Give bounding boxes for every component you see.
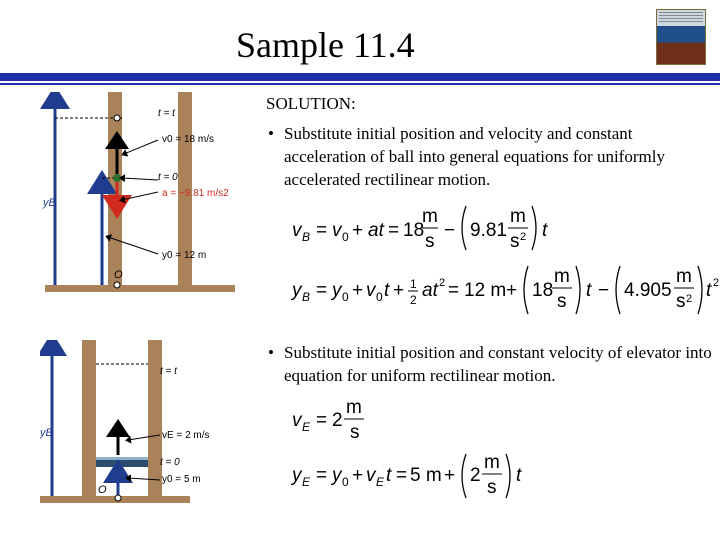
svg-text:4.905: 4.905 bbox=[624, 280, 672, 301]
svg-text:+: + bbox=[506, 280, 518, 301]
svg-text:=: = bbox=[316, 280, 328, 301]
svg-text:2: 2 bbox=[713, 277, 720, 289]
svg-text:5 m: 5 m bbox=[410, 465, 442, 486]
svg-text:t: t bbox=[706, 280, 712, 301]
svg-text:+: + bbox=[352, 280, 364, 301]
svg-text:m: m bbox=[484, 452, 500, 473]
label-y0: y0 = 5 m bbox=[162, 474, 201, 485]
svg-text:E: E bbox=[376, 475, 385, 489]
label-O: O bbox=[98, 484, 107, 496]
svg-text:m: m bbox=[510, 206, 526, 227]
svg-text:s: s bbox=[557, 291, 567, 312]
label-t-0: t = 0 bbox=[160, 457, 180, 468]
svg-text:2: 2 bbox=[686, 293, 693, 305]
svg-text:9.81: 9.81 bbox=[470, 220, 507, 241]
svg-text:18: 18 bbox=[403, 220, 425, 241]
bullet-marker: • bbox=[268, 124, 274, 143]
svg-text:m: m bbox=[676, 266, 692, 287]
bullet-marker: • bbox=[268, 343, 274, 362]
slide-title: Sample 11.4 bbox=[236, 25, 415, 65]
svg-text:m: m bbox=[554, 266, 570, 287]
svg-text:0: 0 bbox=[342, 475, 349, 489]
label-y0: y0 = 12 m bbox=[162, 250, 207, 261]
svg-text:t: t bbox=[384, 280, 390, 301]
svg-text:v: v bbox=[366, 280, 376, 301]
book-cover-title-lines bbox=[659, 12, 703, 24]
book-cover-thumbnail bbox=[656, 9, 706, 65]
title-accent-line bbox=[0, 83, 720, 85]
svg-text:at: at bbox=[368, 220, 384, 241]
label-yB: yB bbox=[43, 197, 56, 209]
equation-yB bbox=[288, 262, 720, 320]
svg-text:v: v bbox=[366, 465, 376, 486]
svg-text:=: = bbox=[448, 280, 460, 301]
svg-text:+: + bbox=[393, 280, 405, 301]
solution-heading: SOLUTION: bbox=[266, 94, 356, 113]
svg-text:s: s bbox=[487, 477, 497, 498]
svg-text:+: + bbox=[352, 220, 364, 241]
svg-text:v: v bbox=[332, 220, 342, 241]
svg-text:t: t bbox=[586, 280, 592, 301]
svg-text:−: − bbox=[444, 220, 456, 241]
svg-text:2: 2 bbox=[332, 410, 343, 431]
svg-text:−: − bbox=[598, 280, 610, 301]
label-v0: v0 = 18 m/s bbox=[162, 134, 214, 145]
svg-text:y: y bbox=[292, 465, 302, 486]
svg-text:1: 1 bbox=[410, 277, 417, 291]
svg-text:18: 18 bbox=[532, 280, 554, 301]
shaft-wall-right bbox=[148, 340, 162, 498]
ball-shaft-figure bbox=[40, 92, 280, 307]
svg-text:2: 2 bbox=[520, 231, 527, 243]
svg-text:v: v bbox=[292, 410, 302, 431]
svg-text:y: y bbox=[292, 280, 302, 301]
label-vE: vE = 2 m/s bbox=[162, 430, 210, 441]
equation-vE bbox=[288, 396, 388, 446]
bullet-ball-text: Substitute initial position and velocity and constant acceleration of ball into general equations for uniformly accelerated rectilinear motion. bbox=[284, 124, 665, 189]
svg-text:0: 0 bbox=[376, 290, 383, 304]
svg-text:t: t bbox=[386, 465, 392, 486]
equation-vB bbox=[288, 200, 558, 258]
label-t-t: t = t bbox=[158, 108, 175, 119]
svg-text:2: 2 bbox=[410, 293, 417, 307]
svg-text:=: = bbox=[388, 220, 400, 241]
svg-text:B: B bbox=[302, 290, 311, 304]
svg-text:0: 0 bbox=[342, 230, 349, 244]
label-t-t: t = t bbox=[160, 366, 177, 377]
svg-text:s: s bbox=[425, 231, 435, 252]
svg-text:2: 2 bbox=[470, 465, 481, 486]
bullet-elevator-text: Substitute initial position and constant velocity of elevator into equation for uniform rectilinear motion. bbox=[284, 343, 712, 385]
svg-text:t: t bbox=[542, 220, 548, 241]
ball bbox=[113, 174, 121, 182]
bullet-ball bbox=[268, 122, 704, 191]
svg-text:m: m bbox=[422, 206, 438, 227]
label-O: O bbox=[114, 269, 123, 281]
svg-text:m: m bbox=[346, 397, 362, 418]
svg-text:s: s bbox=[510, 231, 520, 252]
svg-text:0: 0 bbox=[342, 290, 349, 304]
svg-text:y: y bbox=[332, 465, 342, 486]
svg-text:s: s bbox=[676, 291, 686, 312]
label-yE: yE bbox=[40, 427, 53, 439]
shaft-wall-left bbox=[82, 340, 96, 498]
svg-text:s: s bbox=[350, 422, 360, 443]
svg-text:12 m: 12 m bbox=[464, 280, 507, 301]
svg-text:y: y bbox=[332, 280, 342, 301]
title-accent-bar bbox=[0, 73, 720, 81]
equation-yE bbox=[288, 450, 538, 504]
svg-text:E: E bbox=[302, 420, 311, 434]
ground bbox=[45, 285, 235, 292]
svg-text:t: t bbox=[516, 465, 522, 486]
svg-text:=: = bbox=[316, 220, 328, 241]
svg-text:2: 2 bbox=[439, 277, 446, 289]
svg-text:=: = bbox=[396, 465, 408, 486]
label-t-0: t = 0 bbox=[158, 172, 178, 183]
svg-text:=: = bbox=[316, 410, 328, 431]
bullet-elevator bbox=[268, 341, 714, 387]
svg-text:v: v bbox=[292, 220, 302, 241]
shaft-wall-left bbox=[108, 92, 122, 287]
svg-text:at: at bbox=[422, 280, 438, 301]
elevator-figure bbox=[40, 340, 280, 510]
label-a: a = −9.81 m/s2 bbox=[162, 188, 229, 199]
svg-text:+: + bbox=[444, 465, 456, 486]
svg-text:+: + bbox=[352, 465, 364, 486]
svg-text:E: E bbox=[302, 475, 311, 489]
svg-text:B: B bbox=[302, 230, 311, 244]
svg-text:=: = bbox=[316, 465, 328, 486]
